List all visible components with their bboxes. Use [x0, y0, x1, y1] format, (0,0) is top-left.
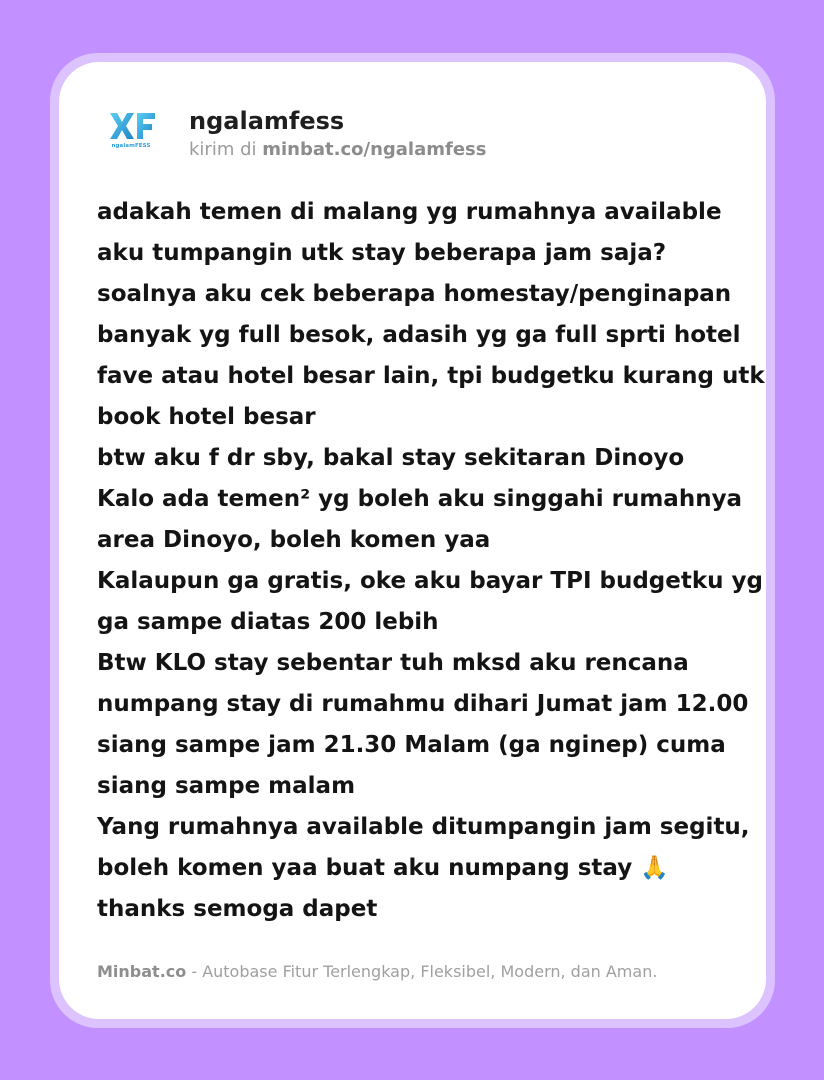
- sent-via: [189, 136, 486, 164]
- message-line: numpang stay di rumahmu dihari Jumat jam 12.00: [97, 691, 749, 717]
- message-line: ga sampe diatas 200 lebih: [97, 609, 439, 635]
- author-block: [189, 106, 486, 164]
- footer: [97, 962, 657, 981]
- message-line: soalnya aku cek beberapa homestay/penginapan: [97, 281, 732, 307]
- message-line: area Dinoyo, boleh komen yaa: [97, 527, 491, 553]
- message-line: thanks semoga dapet: [97, 896, 378, 922]
- message-line: boleh komen yaa buat aku numpang stay 🙏: [97, 855, 669, 881]
- footer-brand[interactable]: Minbat.co: [97, 962, 187, 981]
- logo-wordmark: ngalamFESS: [111, 143, 151, 149]
- post-header: [103, 106, 486, 164]
- account-name[interactable]: ngalamfess: [189, 107, 345, 135]
- message-line: aku tumpangin utk stay beberapa jam saja?: [97, 240, 667, 266]
- xf-logo-icon: [107, 111, 157, 141]
- message-line: banyak yg full besok, adasih yg ga full sprti hotel: [97, 322, 741, 348]
- message-line: Btw KLO stay sebentar tuh mksd aku rencana: [97, 650, 689, 676]
- message-line: siang sampe jam 21.30 Malam (ga nginep) cuma: [97, 732, 726, 758]
- message-body: [97, 192, 765, 930]
- message-line: btw aku f dr sby, bakal stay sekitaran Dinoyo: [97, 445, 685, 471]
- post-card: [59, 62, 766, 1019]
- message-line: adakah temen di malang yg rumahnya available: [97, 199, 722, 225]
- message-line: book hotel besar: [97, 404, 316, 430]
- footer-tagline: - Autobase Fitur Terlengkap, Fleksibel, Modern, dan Aman.: [186, 962, 658, 981]
- sent-via-link[interactable]: minbat.co/ngalamfess: [262, 139, 487, 160]
- message-line: Kalaupun ga gratis, oke aku bayar TPI budgetku yg: [97, 568, 764, 594]
- message-line: siang sampe malam: [97, 773, 356, 799]
- message-line: Yang rumahnya available ditumpangin jam segitu,: [97, 814, 750, 840]
- ngalamfess-logo: [103, 107, 159, 163]
- message-line: Kalo ada temen² yg boleh aku singgahi rumahnya: [97, 486, 743, 512]
- sent-via-prefix: kirim di: [189, 139, 257, 160]
- message-line: fave atau hotel besar lain, tpi budgetku kurang utk: [97, 363, 765, 389]
